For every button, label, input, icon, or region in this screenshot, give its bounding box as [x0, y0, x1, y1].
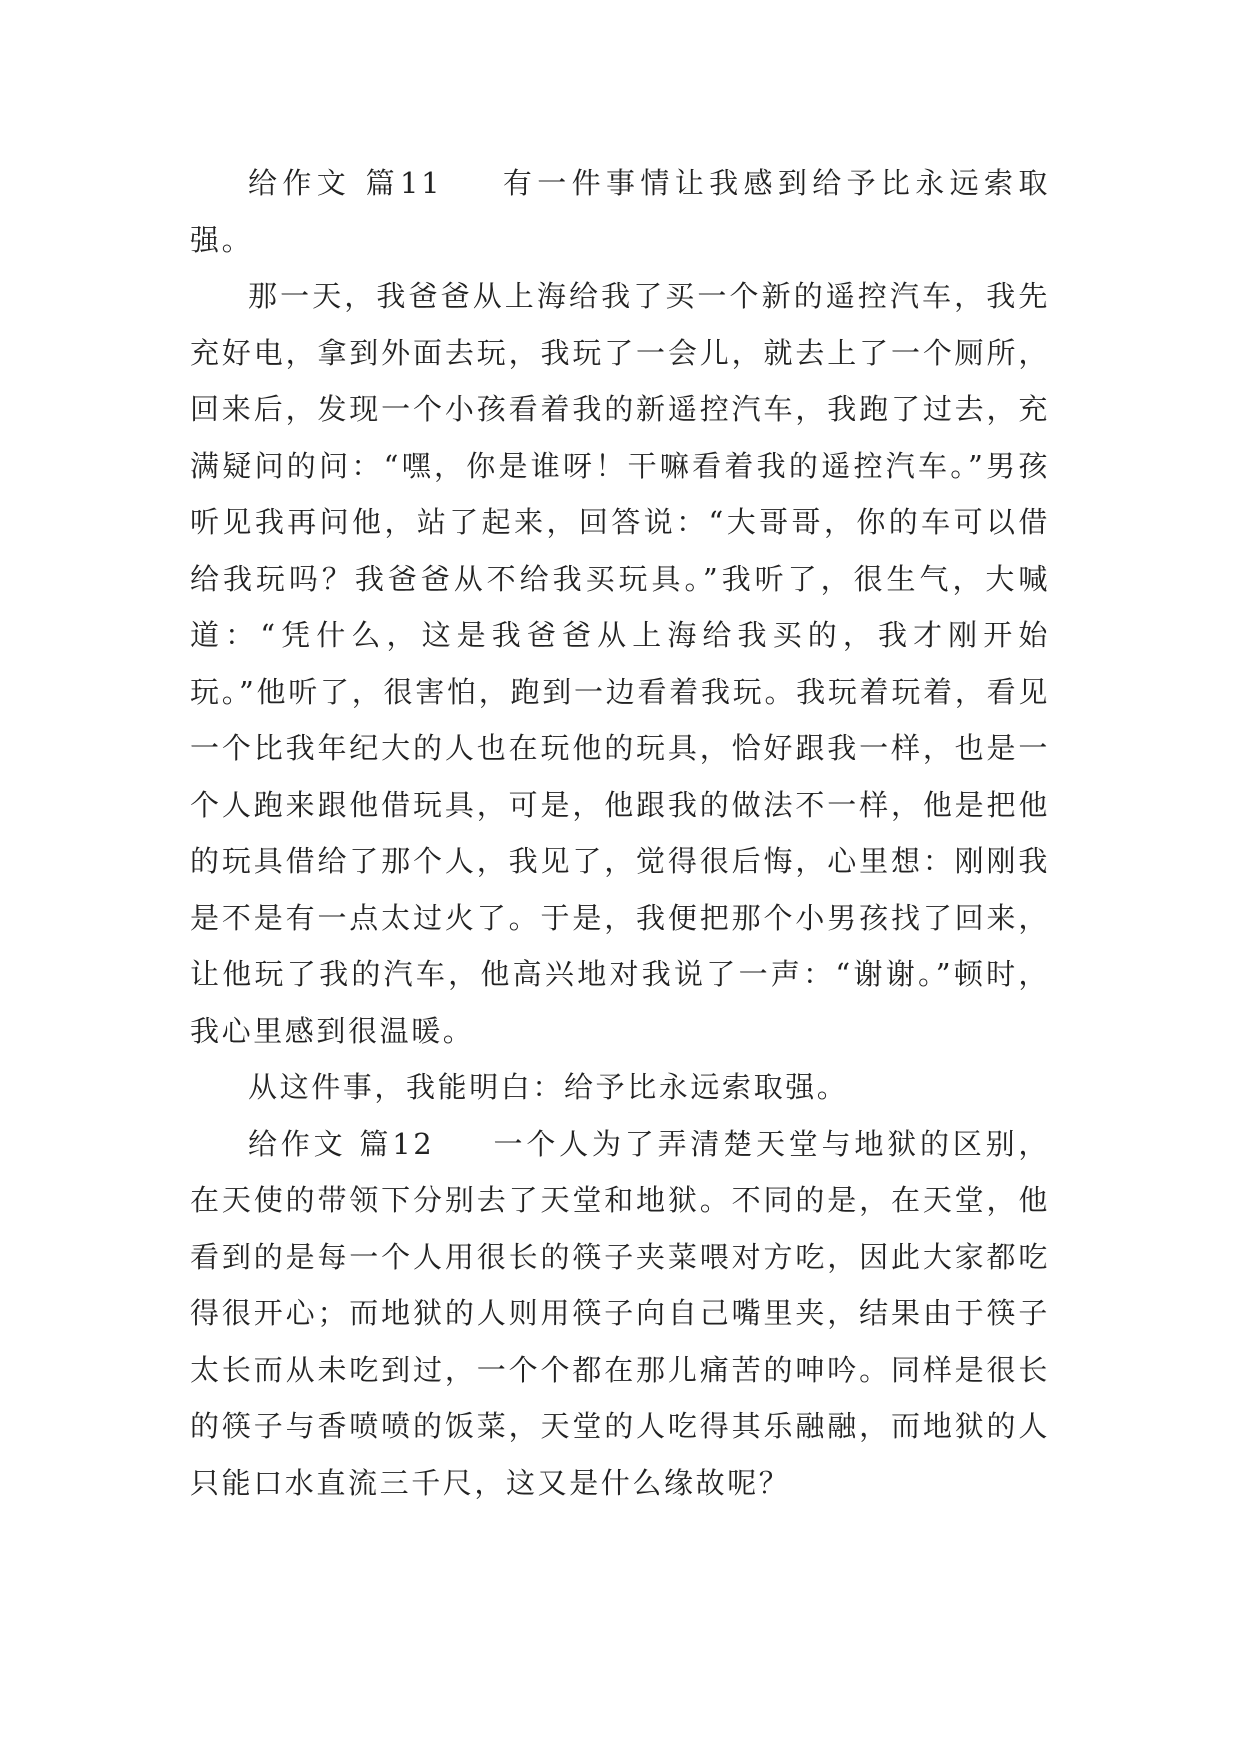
essay-12-title: 给作文 篇12	[248, 1126, 435, 1161]
essay-11-conclusion: 从这件事，我能明白：给予比永远索取强。	[248, 1070, 849, 1104]
essay-12-body: 一个人为了弄清楚天堂与地狱的区别，在天使的带领下分别去了天堂和地狱。不同的是，在天堂，他看到的是每一个人用很长的筷子夹菜喂对方吃，因此大家都吃得很开心；而地狱的人则用筷子向自己嘴里夹，结果由于筷子太长而从未吃到过，一个个都在那儿痛苦的呻吟。同样是很长的筷子与香喷喷的饭菜，天堂的人吃得其乐融融，而地狱的人只能口水直流三千尺，这又是什么缘故呢？	[190, 1126, 1050, 1500]
essay-11-title: 给作文 篇11	[248, 166, 443, 200]
essay-12-heading-paragraph	[190, 1116, 1050, 1512]
essay-11-intro: 有一件事情让我感到给予比永远索取强。	[190, 166, 1050, 257]
document-page	[190, 155, 1050, 1511]
essay-11-body: 那一天，我爸爸从上海给我了买一个新的遥控汽车，我先充好电，拿到外面去玩，我玩了一会儿，就去上了一个厕所，回来后，发现一个小孩看着我的新遥控汽车，我跑了过去，充满疑问的问：“嘿，你是谁呀！干嘛看着我的遥控汽车。”男孩听见我再问他，站了起来，回答说：“大哥哥，你的车可以借给我玩吗？我爸爸从不给我买玩具。”我听了，很生气，大喊道：“凭什么，这是我爸爸从上海给我买的，我才刚开始玩。”他听了，很害怕，跑到一边看着我玩。我玩着玩着，看见一个比我年纪大的人也在玩他的玩具，恰好跟我一样，也是一个人跑来跟他借玩具，可是，他跟我的做法不一样，他是把他的玩具借给了那个人，我见了，觉得很后悔，心里想：刚刚我是不是有一点太过火了。于是，我便把那个小男孩找了回来，让他玩了我的汽车，他高兴地对我说了一声：“谢谢。”顿时，我心里感到很温暖。	[190, 279, 1050, 1048]
essay-11-heading-paragraph	[190, 155, 1050, 268]
